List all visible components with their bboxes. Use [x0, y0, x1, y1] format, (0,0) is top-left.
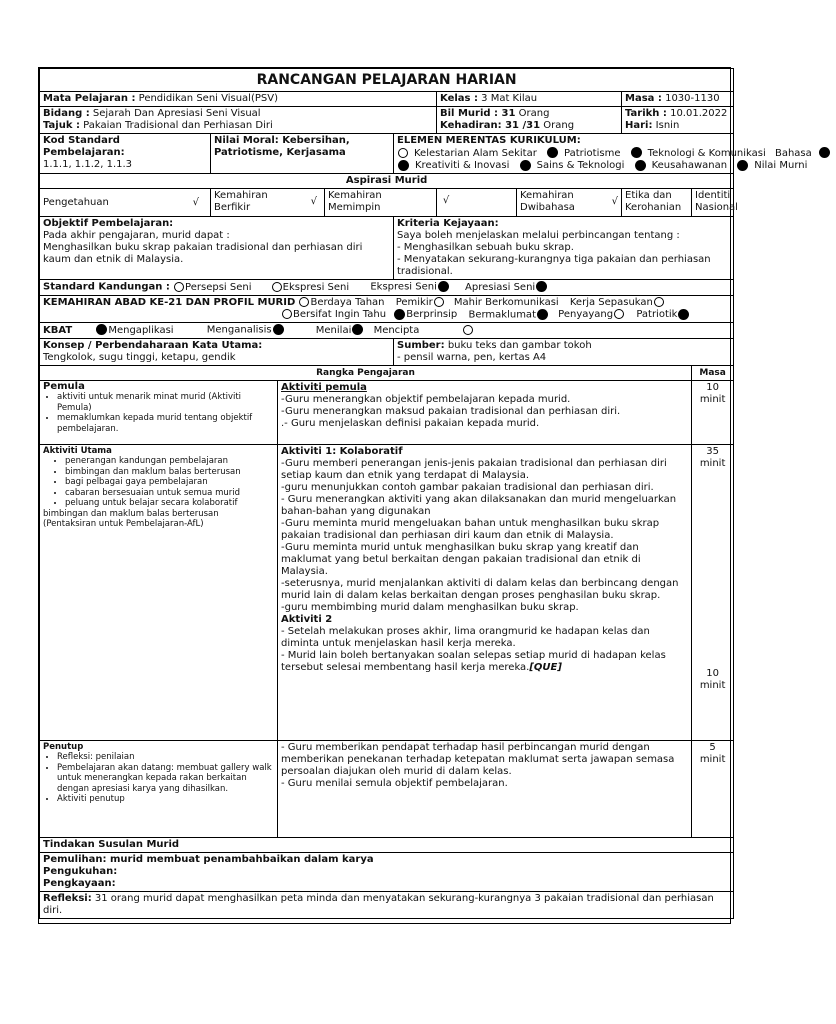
abad-checkbox-icon — [654, 297, 664, 307]
aspirasi-item: Kemahiran Berfikir √ — [211, 189, 325, 217]
penutup-masa: 5 minit — [692, 740, 734, 837]
objektif-cell: Objektif Pembelajaran: Pada akhir pengajaran, murid dapat : Menghasilkan buku skrap pakaian tradisional dan perhiasan diri kaum dan etnik di Malaysia. — [40, 217, 394, 280]
sk-checkbox-icon — [272, 282, 282, 292]
lesson-plan-table — [39, 68, 812, 919]
kbat-checkbox-icon — [96, 324, 107, 335]
aspirasi-item: Pengetahuan √ — [40, 189, 211, 217]
aspirasi-item: Identiti Nasional — [692, 189, 734, 217]
refleksi-cell: Refleksi: 31 orang murid dapat menghasilkan peta minda dan menyatakan sekurang-kurangnya 3 pakaian tradisional dan perhiasan diri. — [40, 891, 734, 918]
kbat-checkbox-icon — [463, 325, 473, 335]
emk-checkbox-icon — [631, 147, 642, 158]
abad-checkbox-icon — [394, 309, 405, 320]
mata-pelajaran-cell: Mata Pelajaran : Pendidikan Seni Visual(PSV) — [40, 92, 437, 107]
kbat-checkbox-icon — [273, 324, 284, 335]
aspirasi-item: Kemahiran Memimpin — [325, 189, 437, 217]
standard-kandungan-row: Standard Kandungan : Persepsi Seni Ekspresi Seni Ekspresi Seni Apresiasi Seni — [40, 280, 734, 296]
nilai-moral-cell: Nilai Moral: Kebersihan, Patriotisme, Kerjasama — [211, 134, 394, 174]
pemula-content: Aktiviti pemula -Guru menerangkan objektif pembelajaran kepada murid. -Guru menerangkan maksud pakaian tradisional dan perhiasan diri. .- Guru menjelaskan definisi pakaian kepada murid. — [278, 380, 692, 444]
lesson-plan-sheet — [38, 67, 812, 924]
abad-checkbox-icon — [537, 309, 548, 320]
aspirasi-item: Etika dan Kerohanian — [622, 189, 692, 217]
aspirasi-item: √ — [437, 189, 517, 217]
page-title: RANCANGAN PELAJARAN HARIAN — [40, 69, 734, 92]
tarikh-hari-cell: Tarikh : 10.01.2022 Hari: Isnin — [622, 107, 734, 134]
bidang-tajuk-cell: Bidang : Sejarah Dan Apresiasi Seni Visual Tajuk : Pakaian Tradisional dan Perhiasan Diri — [40, 107, 437, 134]
aktiviti-utama-masa: 35 minit 10 minit — [692, 444, 734, 740]
rangka-heading: Rangka Pengajaran — [40, 365, 692, 380]
sk-checkbox-icon — [174, 282, 184, 292]
abad-checkbox-icon — [678, 309, 689, 320]
emk-checkbox-icon — [635, 160, 646, 171]
masa-cell: Masa : 1030-1130 — [622, 92, 734, 107]
emk-checkbox-icon — [737, 160, 748, 171]
abad-checkbox-icon — [434, 297, 444, 307]
konsep-cell: Konsep / Perbendaharaan Kata Utama: Tengkolok, sugu tinggi, ketapu, gendik — [40, 338, 394, 365]
sumber-cell: Sumber: buku teks dan gambar tokoh - pensil warna, pen, kertas A4 — [394, 338, 734, 365]
emk-checkbox-icon — [547, 147, 558, 158]
masa-heading: Masa — [692, 365, 734, 380]
kbat-checkbox-icon — [352, 324, 363, 335]
emk-checkbox-icon — [520, 160, 531, 171]
emk-checkbox-icon — [819, 147, 830, 158]
emk-checkbox-icon — [398, 148, 408, 158]
kemahiran-abad-row: KEMAHIRAN ABAD KE-21 DAN PROFIL MURID Berdaya Tahan Pemikir Mahir Berkomunikasi Kerja Sepasukan Bersifat Ingin Tahu Berprinsip Bermaklumat Penyayang Patriotik — [40, 295, 734, 323]
aktiviti-utama-cell: Aktiviti Utama • penerangan kandungan pembelajaran • bimbingan dan maklum balas berterusan • bagi pelbagai gaya pembelajaran • cabaran bersesuaian untuk semua murid • peluang untuk belajar secara kolaboratif bimbingan dan maklum balas berterusan (Pentaksiran untuk Pembelajaran-AfL) — [40, 444, 278, 740]
abad-checkbox-icon — [614, 309, 624, 319]
aktiviti-utama-content: Aktiviti 1: Kolaboratif -Guru memberi penerangan jenis-jenis pakaian tradisional dan perhiasan diri setiap kaum dan etnik yang terdapat di Malaysia. -guru menunjukkan contoh gambar pakaian tradisional dan perhiasan diri. - Guru menerangkan aktiviti yang akan dilaksanakan dan murid mengeluarkan bahan-bahan yang digunakan -Guru meminta murid mengeluakan bahan untuk menghasilkan buku skrap pakaian tradisional dan perhiasan diri kaum dan etnik di Malaysia. -Guru meminta murid untuk menghasilkan buku skrap yang kreatif dan maklumat yang betul berkaitan dengan pakaian tradisional dan etnik di Malaysia. -seterusnya, murid menjalankan aktiviti di dalam kelas dan berbincang dengan murid lain di dalam kelas berkaitan dengan proses penghasilan buku skrap. -guru membimbing murid dalam menghasilkan buku skrap. Aktiviti 2 - Setelah melakukan proses akhir, lima orangmurid ke hadapan kelas dan diminta untuk menjelaskan hasil kerja mereka. - Murid lain boleh bertanyakan soalan selepas setiap murid di hadapan kelas tersebut selesai membentang hasil kerja mereka.[QUE] — [278, 444, 692, 740]
kod-standard-cell: Kod Standard Pembelajaran: 1.1.1, 1.1.2, 1.1.3 — [40, 134, 211, 174]
penutup-content: - Guru memberikan pendapat terhadap hasil perbincangan murid dengan memberikan penekanan terhadap ketepatan maklumat serta jawapan semasa persoalan diajukan oleh murid di dalam kelas. - Guru menilai semula objektif pembelajaran. — [278, 740, 692, 837]
penutup-cell: Penutup • Refleksi: penilaian • Pembelajaran akan datang: membuat gallery walk untuk menerangkan kepada rakan berkaitan dengan apresiasi karya yang dihasilkan. • Aktiviti penutup — [40, 740, 278, 837]
sk-checkbox-icon — [438, 281, 449, 292]
abad-checkbox-icon — [299, 297, 309, 307]
tindakan-heading: Tindakan Susulan Murid — [40, 837, 734, 852]
kelas-cell: Kelas : 3 Mat Kilau — [437, 92, 622, 107]
kbat-row: KBAT Mengaplikasi Menganalisis Menilai Mencipta — [40, 323, 734, 339]
aspirasi-heading: Aspirasi Murid — [40, 174, 734, 189]
pemula-masa: 10 minit — [692, 380, 734, 444]
bil-murid-kehadiran-cell: Bil Murid : 31 Orang Kehadiran: 31 /31 Orang — [437, 107, 622, 134]
kriteria-cell: Kriteria Kejayaan: Saya boleh menjelaskan melalui perbincangan tentang : - Menghasilkan sebuah buku skrap. - Menyatakan sekurang-kurangnya tiga pakaian dan perhiasan tradisional. — [394, 217, 734, 280]
emk-checkbox-icon — [398, 160, 409, 171]
sk-checkbox-icon — [536, 281, 547, 292]
aspirasi-item: Kemahiran Dwibahasa √ — [517, 189, 622, 217]
abad-checkbox-icon — [282, 309, 292, 319]
tindakan-cell: Pemulihan: murid membuat penambahbaikan dalam karya Pengukuhan: Pengkayaan: — [40, 852, 734, 891]
pemula-cell: Pemula • aktiviti untuk menarik minat murid (Aktiviti Pemula) • memaklumkan kepada murid tentang objektif pembelajaran. — [40, 380, 278, 444]
elemen-merentas-cell: ELEMEN MERENTAS KURIKULUM: Kelestarian Alam Sekitar Patriotisme Teknologi & Komunikasi Bahasa Kreativiti & Inovasi Sains & Teknologi Keusahawanan Nilai Murni — [394, 134, 734, 174]
